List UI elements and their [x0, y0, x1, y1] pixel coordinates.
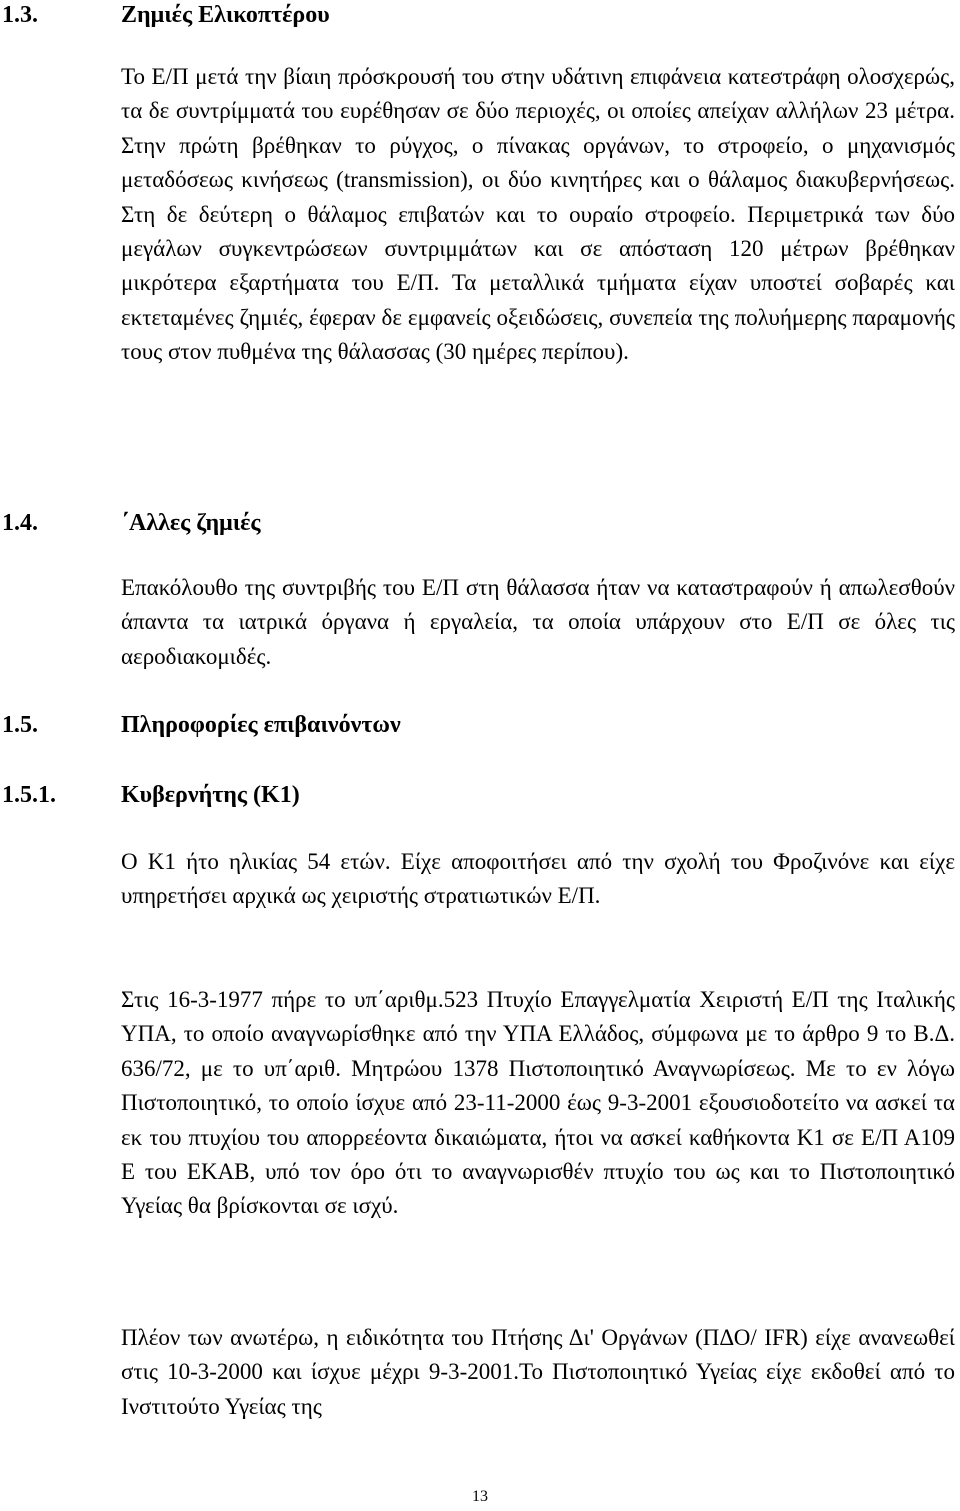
section-title: Κυβερνήτης (Κ1)	[121, 782, 300, 808]
paragraph-captain-ifr: Πλέον των ανωτέρω, η ειδικότητα του Πτήσης Δι' Οργάνων (ΠΔΟ/ IFR) είχε ανανεωθεί στις 10-3-2000 και ίσχυε μέχρι 9-3-2001.Το Πιστοποιητικό Υγείας είχε εκδοθεί από το Ινστιτούτο Υγείας της	[121, 1325, 955, 1419]
section-number: 1.5.	[2, 712, 38, 738]
section-number: 1.4.	[2, 510, 38, 536]
paragraph-other-damage: Επακόλουθο της συντριβής του Ε/Π στη θάλασσα ήταν να καταστραφούν ή απωλεσθούν άπαντα τα ιατρικά όργανα ή εργαλεία, τα οποία υπάρχουν στο Ε/Π σε όλες τις αεροδιακομιδές.	[121, 575, 955, 669]
paragraph-captain-license: Στις 16-3-1977 πήρε το υπ΄αριθμ.523 Πτυχίο Επαγγελματία Χειριστή Ε/Π της Ιταλικής ΥΠΑ, το οποίο αναγνωρίσθηκε από την ΥΠΑ Ελλάδος, σύμφωνα με το άρθρο 9 το Β.Δ. 636/72, με το υπ΄αριθ. Μητρώου 1378 Πιστοποιητικό Αναγνωρίσεως. Με το εν λόγω Πιστοποιητικό, το οποίο ίσχυε από 23-11-2000 έως 9-3-2001 εξουσιοδοτείτο να ασκεί τα εκ του πτυχίου του απορρεέοντα δικαιώματα, ήτοι να ασκεί καθήκοντα Κ1 σε Ε/Π Α109 Ε του ΕΚΑΒ, υπό τον όρο ότι το αναγνωρισθέν πτυχίο του ως και το Πιστοποιητικό Υγείας θα βρίσκονται σε ισχύ.	[121, 987, 955, 1219]
paragraph-damage-helicopter: Το Ε/Π μετά την βίαιη πρόσκρουσή του στην υδάτινη επιφάνεια κατεστράφη ολοσχερώς, τα δε συντρίμματά του ευρέθησαν σε δύο περιοχές, οι οποίες απείχαν αλλήλων 23 μέτρα. Στην πρώτη βρέθηκαν το ρύγχος, ο πίνακας οργάνων, το στροφείο, ο μηχανισμός μεταδόσεως κινήσεως (transmission), οι δύο κινητήρες και ο θάλαμος διακυβερνήσεως. Στη δε δεύτερη ο θάλαμος επιβατών και το ουραίο στροφείο. Περιμετρικά των δύο μεγάλων συγκεντρώσεων συντριμμάτων και σε απόσταση 120 μέτρων βρέθηκαν μικρότερα εξαρτήματα του Ε/Π. Τα μεταλλικά τμήματα είχαν υποστεί σοβαρές και εκτεταμένες ζημιές, έφεραν δε εμφανείς οξειδώσεις, συνεπεία της πολυήμερης παραμονής τους στον πυθμένα της θάλασσας (30 ημέρες περίπου).	[121, 64, 955, 365]
section-title: Πληροφορίες επιβαινόντων	[121, 712, 401, 738]
section-number: 1.5.1.	[2, 782, 56, 808]
paragraph-captain-age: Ο Κ1 ήτο ηλικίας 54 ετών. Είχε αποφοιτήσει από την σχολή του Φροζινόνε και είχε υπηρετήσει αρχικά ως χειριστής στρατιωτικών Ε/Π.	[121, 849, 955, 909]
section-title: Ζημιές Ελικοπτέρου	[121, 2, 330, 28]
section-number: 1.3.	[2, 2, 38, 28]
page-number: 13	[472, 1488, 488, 1505]
section-title: ΄Αλλες ζημιές	[121, 510, 261, 536]
